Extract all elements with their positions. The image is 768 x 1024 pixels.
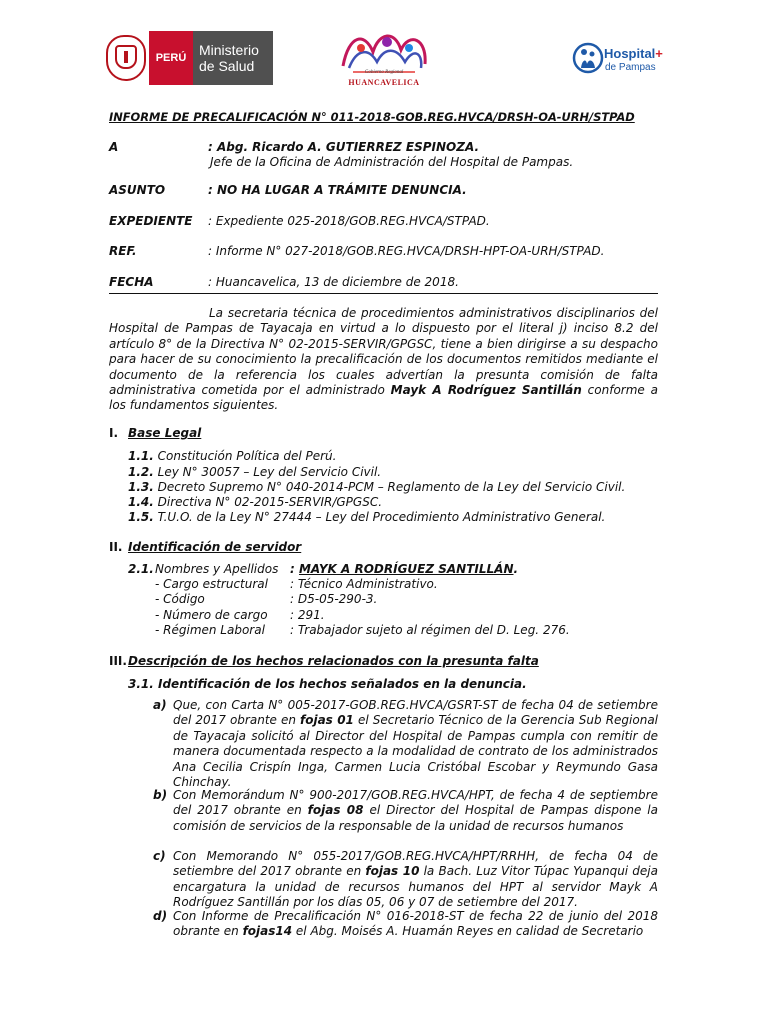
hecho-letter: c) [153,849,166,863]
ministerio-label: Ministerio de Salud [193,31,273,85]
numero-cargo-value: : 291. [290,608,325,622]
meta-fecha-value: : Huancavelica, 13 de diciembre de 2018. [208,275,459,289]
meta-expediente-value: : Expediente 025-2018/GOB.REG.HVCA/STPAD. [208,214,490,228]
numero-cargo-label: - Número de cargo [155,608,268,622]
red-cross-icon: + [655,46,663,61]
section-3-heading: III.Descripción de los hechos relacionados con la presunta falta [109,654,539,668]
intro-paragraph: La secretaria técnica de procedimientos administrativos disciplinarios del Hospital de Pampas de Tayacaja en virtud a lo dispuesto por el literal j) inciso 8.2 del artículo 8° de la Directiva N° 02-2015-SERVIR/GPGSC, tiene a bien dirigirse a su despacho para hacer de su conocimiento la precalificación de los documentos remitidos mediante el documento de la referencia los cuales advertían la presunta comisión de falta administrativa cometida por el administrado Mayk A Rodríguez Santillán conforme a los fundamentos siguientes. [109,306,658,413]
hecho-item: Que, con Carta N° 005-2017-GOB.REG.HVCA/GSRT-ST de fecha 04 de setiembre del 2017 obrante en fojas 01 el Secretario Técnico de la Gerencia Sub Regional de Tayacaja solicitó al Director del Hospital de Pampas cumpla con remitir de manera documentada respecto a la modalidad de contrato de los administrados Ana Cecilia Crispín Inga, Carmen Lucia Cristóbal Escobar y Reymundo Gasa Chinchay. [173,698,659,790]
hecho-item: Con Memorándum N° 900-2017/GOB.REG.HVCA/HPT, de fecha 4 de septiembre del 2017 obrante en fojas 08 el Director del Hospital de Pampas dispone la comisión de servicios de la responsable de la unidad de recursos humanos [173,788,658,833]
hospital-subtitle: de Pampas [605,62,656,73]
hecho-letter: a) [153,698,167,712]
codigo-label: - Código [155,592,205,606]
hecho-item: Con Informe de Precalificación N° 016-2018-ST de fecha 22 de junio del 2018 obrante en fojas14 el Abg. Moisés A. Huamán Reyes en calidad de Secretario [173,909,658,939]
intro-administrado-name: Mayk A Rodríguez Santillán [390,383,582,398]
hecho-letter: b) [153,788,168,802]
hospital-logo [572,38,672,82]
gobierno-subtitle: Gobierno Regional [364,70,404,75]
meta-asunto-value: : NO HA LUGAR A TRÁMITE DENUNCIA. [208,183,467,197]
peru-label: PERÚ [149,31,193,85]
meta-a-value2: Jefe de la Oficina de Administración del Hospital de Pampas. [210,155,574,169]
section-3-1-heading: 3.1. Identificación de los hechos señalados en la denuncia. [128,677,527,691]
hecho-item: Con Memorando N° 055-2017/GOB.REG.HVCA/HPT/RRHH, de fecha 04 de setiembre del 2017 obrante en fojas 10 la Bach. Luz Vitor Túpac Yupanqui deja encargatura la unidad de recursos humanos del HPT al servidor Mayk A Rodríguez Santillán por los días 05, 06 y 07 de setiembre del 2017. [173,849,658,910]
meta-asunto-label: ASUNTO [109,183,166,197]
legal-item: 1.4. Directiva N° 02-2015-SERVIR/GPGSC. [128,495,383,509]
codigo-value: : D5-05-290-3. [290,592,378,606]
minsa-logo [106,31,273,85]
meta-ref-label: REF. [109,244,137,258]
section-2-heading: II. Identificación de servidor [109,540,302,554]
legal-item: 1.5. T.U.O. de la Ley N° 27444 – Ley del Procedimiento Administrativo General. [128,510,606,524]
regimen-value: : Trabajador sujeto al régimen del D. Leg. 276. [290,623,570,637]
section-1-heading: I. Base Legal [109,426,202,440]
hospital-name: Hospital [604,46,656,61]
report-title: INFORME DE PRECALIFICACIÓN N° 011-2018-GOB.REG.HVCA/DRSH-OA-URH/STPAD [109,110,635,124]
cargo-label: - Cargo estructural [155,577,268,591]
meta-fecha-label: FECHA [109,275,154,289]
meta-a-label: A [109,140,119,154]
servidor-label: Nombres y Apellidos [155,562,279,576]
servidor-item-number: 2.1. [128,562,154,576]
peru-coat-of-arms-icon [106,35,146,81]
hospital-family-icon [572,38,604,80]
gobierno-name: HUANCAVELICA [348,78,420,87]
meta-a-value: : Abg. Ricardo A. GUTIERREZ ESPINOZA. [208,140,480,154]
legal-item: 1.3. Decreto Supremo N° 040-2014-PCM – Reglamento de la Ley del Servicio Civil. [128,480,626,494]
cargo-value: : Técnico Administrativo. [290,577,438,591]
meta-ref-value: : Informe N° 027-2018/GOB.REG.HVCA/DRSH-HPT-OA-URH/STPAD. [208,244,605,258]
divider-line [109,293,658,294]
legal-item: 1.2. Ley N° 30057 – Ley del Servicio Civil. [128,465,382,479]
meta-expediente-label: EXPEDIENTE [109,214,193,228]
hecho-letter: d) [153,909,168,923]
legal-item: 1.1. Constitución Política del Perú. [128,449,337,463]
servidor-name: : MAYK A RODRÍGUEZ SANTILLÁN. [290,562,519,576]
regimen-label: - Régimen Laboral [155,623,265,637]
